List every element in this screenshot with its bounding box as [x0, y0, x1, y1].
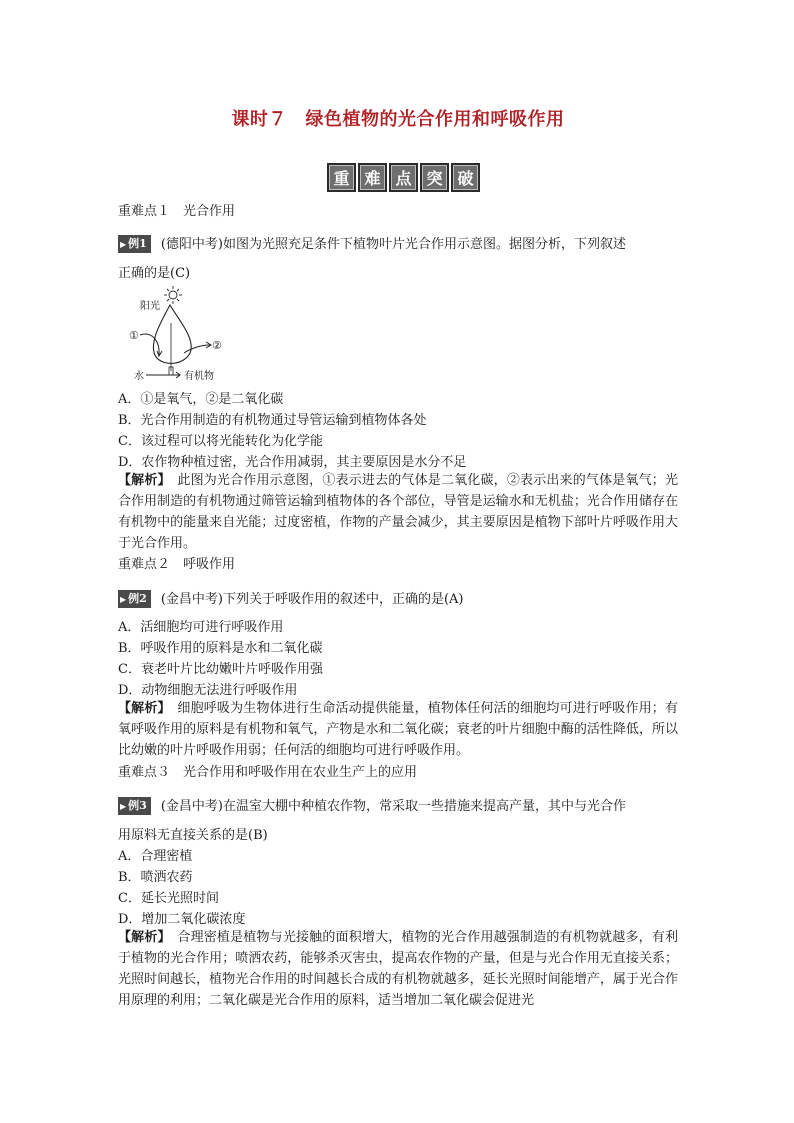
- example-2-stem: ▶ 例2 (金昌中考)下列关于呼吸作用的叙述中，正确的是(A): [120, 592, 464, 607]
- example-1-stem-cont: 正确的是(C): [118, 266, 191, 281]
- banner-char: 难: [358, 163, 387, 192]
- leaf-photosynthesis-diagram: [126, 283, 236, 388]
- section-heading-3: 重难点３ 光合作用和呼吸作用在农业生产上的应用: [118, 765, 418, 780]
- example-1-tag: ▶ 例1: [118, 235, 151, 253]
- section-heading-1: 重难点１ 光合作用: [118, 204, 236, 219]
- example-2-tag: ▶ 例2: [118, 590, 151, 608]
- water-label: 水: [134, 371, 144, 382]
- example-2-analysis: 【解析】 细胞呼吸为生物体进行生命活动提供能量，植物体任何活的细胞均可进行呼吸作用；有氧呼吸作用的原料是有机物和氧气，产物是水和二氧化碳；衰老的叶片细胞中酶的活性降低，所以比幼嫩的叶片呼吸作用弱；任何活的细胞均可进行呼吸作用。: [118, 701, 678, 758]
- arrow-in: [140, 334, 159, 355]
- sun-icon: [164, 286, 182, 304]
- organic-label: 有机物: [184, 371, 214, 382]
- section-heading-2: 重难点２ 呼吸作用: [118, 557, 236, 572]
- sun-label: 阳光: [140, 301, 160, 312]
- example-3-option: B．喷洒农药: [118, 870, 193, 885]
- label-1: ①: [129, 329, 139, 342]
- example-1-option: C．该过程可以将光能转化为化学能: [118, 434, 323, 449]
- example-1-option: D．农作物种植过密，光合作用减弱，其主要原因是水分不足: [118, 455, 467, 470]
- play-icon: ▶: [120, 594, 127, 604]
- example-3-tag: ▶ 例3: [118, 797, 151, 815]
- example-2-option: D．动物细胞无法进行呼吸作用: [118, 683, 298, 698]
- example-1-option: A．①是氧气，②是二氧化碳: [118, 392, 284, 407]
- banner-char: 破: [451, 163, 480, 192]
- example-2-option: A．活细胞均可进行呼吸作用: [118, 620, 284, 635]
- banner-char: 点: [389, 163, 418, 192]
- play-icon: ▶: [120, 801, 127, 811]
- example-3-analysis: 【解析】 合理密植是植物与光接触的面积增大，植物的光合作用越强制造的有机物就越多，有利于植物的光合作用；喷洒农药，能够杀灭害虫，提高农作物的产量，但是与光合作用无直接关系；光照时间越长，植物光合作用的时间越长合成的有机物就越多，延长光照时间能增产，属于光合作用原理的利用；二氧化碳是光合作用的原料，适当增加二氧化碳会促进光: [118, 930, 678, 1008]
- example-1-analysis: 【解析】 此图为光合作用示意图，①表示进去的气体是二氧化碳，②表示出来的气体是氧气；光合作用制造的有机物通过筛管运输到植物体的各个部位，导管是运输水和无机盐；光合作用储存在有机物中的能量来自光能；过度密植，作物的产量会减少，其主要原因是植物下部叶片呼吸作用大于光合作用。: [118, 473, 678, 551]
- section-banner: [327, 163, 480, 192]
- banner-char: 重: [327, 163, 356, 192]
- play-icon: ▶: [120, 239, 127, 249]
- example-3-option: D．增加二氧化碳浓度: [118, 912, 246, 927]
- arrow-out: [184, 345, 210, 353]
- example-2-option: C．衰老叶片比幼嫩叶片呼吸作用强: [118, 662, 323, 677]
- example-2-option: B．呼吸作用的原料是水和二氧化碳: [118, 641, 323, 656]
- example-1-stem: ▶ 例1 (德阳中考)如图为光照充足条件下植物叶片光合作用示意图。据图分析，下列叙述: [120, 237, 626, 252]
- example-3-option: A．合理密植: [118, 849, 193, 864]
- banner-char: 突: [420, 163, 449, 192]
- example-3-stem-cont: 用原料无直接关系的是(B): [118, 828, 268, 843]
- page-title: 课时７ 绿色植物的光合作用和呼吸作用: [231, 109, 565, 130]
- example-1-option: B．光合作用制造的有机物通过导管运输到植物体各处: [118, 413, 427, 428]
- example-3-option: C．延长光照时间: [118, 891, 219, 906]
- label-2: ②: [212, 339, 222, 352]
- example-3-stem: ▶ 例3 (金昌中考)在温室大棚中种植农作物，常采取一些措施来提高产量，其中与光合作: [120, 799, 626, 814]
